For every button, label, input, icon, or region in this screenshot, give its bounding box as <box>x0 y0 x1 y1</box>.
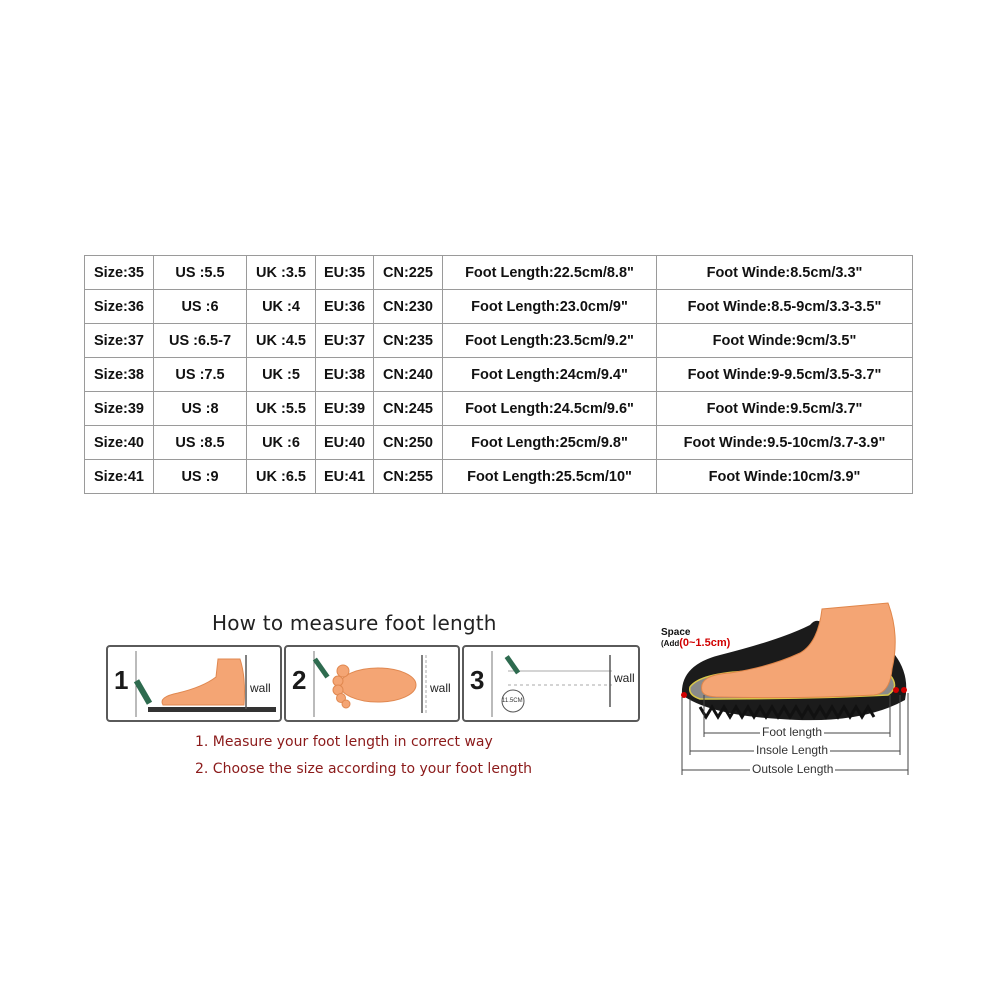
table-cell: Foot Length:22.5cm/8.8" <box>443 256 657 290</box>
table-cell: Foot Winde:8.5cm/3.3" <box>657 256 913 290</box>
table-cell: UK :4.5 <box>247 324 316 358</box>
table-cell: Size:40 <box>85 426 154 460</box>
instruction-2: 2. Choose the size according to your foot length <box>195 761 533 777</box>
table-cell: Foot Winde:9.5-10cm/3.7-3.9" <box>657 426 913 460</box>
measure-title: How to measure foot length <box>212 611 497 635</box>
measure-step-1 <box>106 645 282 722</box>
table-row <box>85 392 913 426</box>
table-cell: CN:255 <box>374 460 443 494</box>
measure-step-2 <box>284 645 460 722</box>
floor-board <box>148 707 276 712</box>
wall-label: wall <box>250 681 271 695</box>
table-cell: Size:37 <box>85 324 154 358</box>
table-cell: US :6.5-7 <box>154 324 247 358</box>
table-cell: Foot Length:24.5cm/9.6" <box>443 392 657 426</box>
table-cell: Foot Winde:9.5cm/3.7" <box>657 392 913 426</box>
instruction-1: 1. Measure your foot length in correct way <box>195 734 493 750</box>
table-cell: US :5.5 <box>154 256 247 290</box>
table-cell: US :6 <box>154 290 247 324</box>
table-cell: CN:245 <box>374 392 443 426</box>
table-row <box>85 290 913 324</box>
wall-label: wall <box>614 671 635 685</box>
table-cell: Foot Length:25.5cm/10" <box>443 460 657 494</box>
outsole-length-label: Outsole Length <box>752 762 834 776</box>
table-cell: CN:235 <box>374 324 443 358</box>
table-cell: Foot Winde:9cm/3.5" <box>657 324 913 358</box>
measure-step-3 <box>462 645 640 722</box>
table-row <box>85 256 913 290</box>
table-cell: EU:37 <box>316 324 374 358</box>
table-cell: EU:36 <box>316 290 374 324</box>
space-label: Space (Add(0~1.5cm) <box>661 627 731 649</box>
table-cell: UK :6 <box>247 426 316 460</box>
table-row <box>85 324 913 358</box>
step-3-illustration <box>464 647 638 720</box>
foot-length-label: Foot length <box>762 725 823 739</box>
foot-top <box>340 668 416 702</box>
table-cell: Foot Length:23.5cm/9.2" <box>443 324 657 358</box>
table-cell: UK :6.5 <box>247 460 316 494</box>
table-cell: Foot Winde:10cm/3.9" <box>657 460 913 494</box>
table-cell: Foot Length:25cm/9.8" <box>443 426 657 460</box>
table-cell: CN:225 <box>374 256 443 290</box>
table-cell: EU:40 <box>316 426 374 460</box>
foot-side <box>162 659 245 705</box>
table-cell: Foot Winde:9-9.5cm/3.5-3.7" <box>657 358 913 392</box>
pen-icon <box>313 658 330 679</box>
table-cell: Foot Winde:8.5-9cm/3.3-3.5" <box>657 290 913 324</box>
table-cell: Foot Length:24cm/9.4" <box>443 358 657 392</box>
table-cell: US :8.5 <box>154 426 247 460</box>
table-cell: Size:41 <box>85 460 154 494</box>
table-cell: Foot Length:23.0cm/9" <box>443 290 657 324</box>
table-cell: US :8 <box>154 392 247 426</box>
table-cell: UK :3.5 <box>247 256 316 290</box>
table-cell: Size:39 <box>85 392 154 426</box>
table-cell: EU:38 <box>316 358 374 392</box>
table-cell: UK :5.5 <box>247 392 316 426</box>
step-number: 3 <box>470 665 485 695</box>
table-cell: Size:35 <box>85 256 154 290</box>
table-cell: Size:36 <box>85 290 154 324</box>
ruler-label: 11.5CM <box>502 698 523 704</box>
table-cell: US :9 <box>154 460 247 494</box>
table-cell: UK :4 <box>247 290 316 324</box>
wall-label: wall <box>430 681 451 695</box>
table-cell: EU:35 <box>316 256 374 290</box>
table-cell: UK :5 <box>247 358 316 392</box>
table-cell: EU:41 <box>316 460 374 494</box>
step-number: 1 <box>114 665 129 695</box>
size-chart-table <box>84 255 913 494</box>
table-cell: CN:240 <box>374 358 443 392</box>
pen-icon <box>134 679 152 705</box>
step-number: 2 <box>292 665 307 695</box>
table-cell: Size:38 <box>85 358 154 392</box>
table-row <box>85 426 913 460</box>
insole-length-label: Insole Length <box>756 743 829 757</box>
table-cell: CN:230 <box>374 290 443 324</box>
table-row <box>85 460 913 494</box>
table-cell: US :7.5 <box>154 358 247 392</box>
table-cell: EU:39 <box>316 392 374 426</box>
table-row <box>85 358 913 392</box>
table-cell: CN:250 <box>374 426 443 460</box>
